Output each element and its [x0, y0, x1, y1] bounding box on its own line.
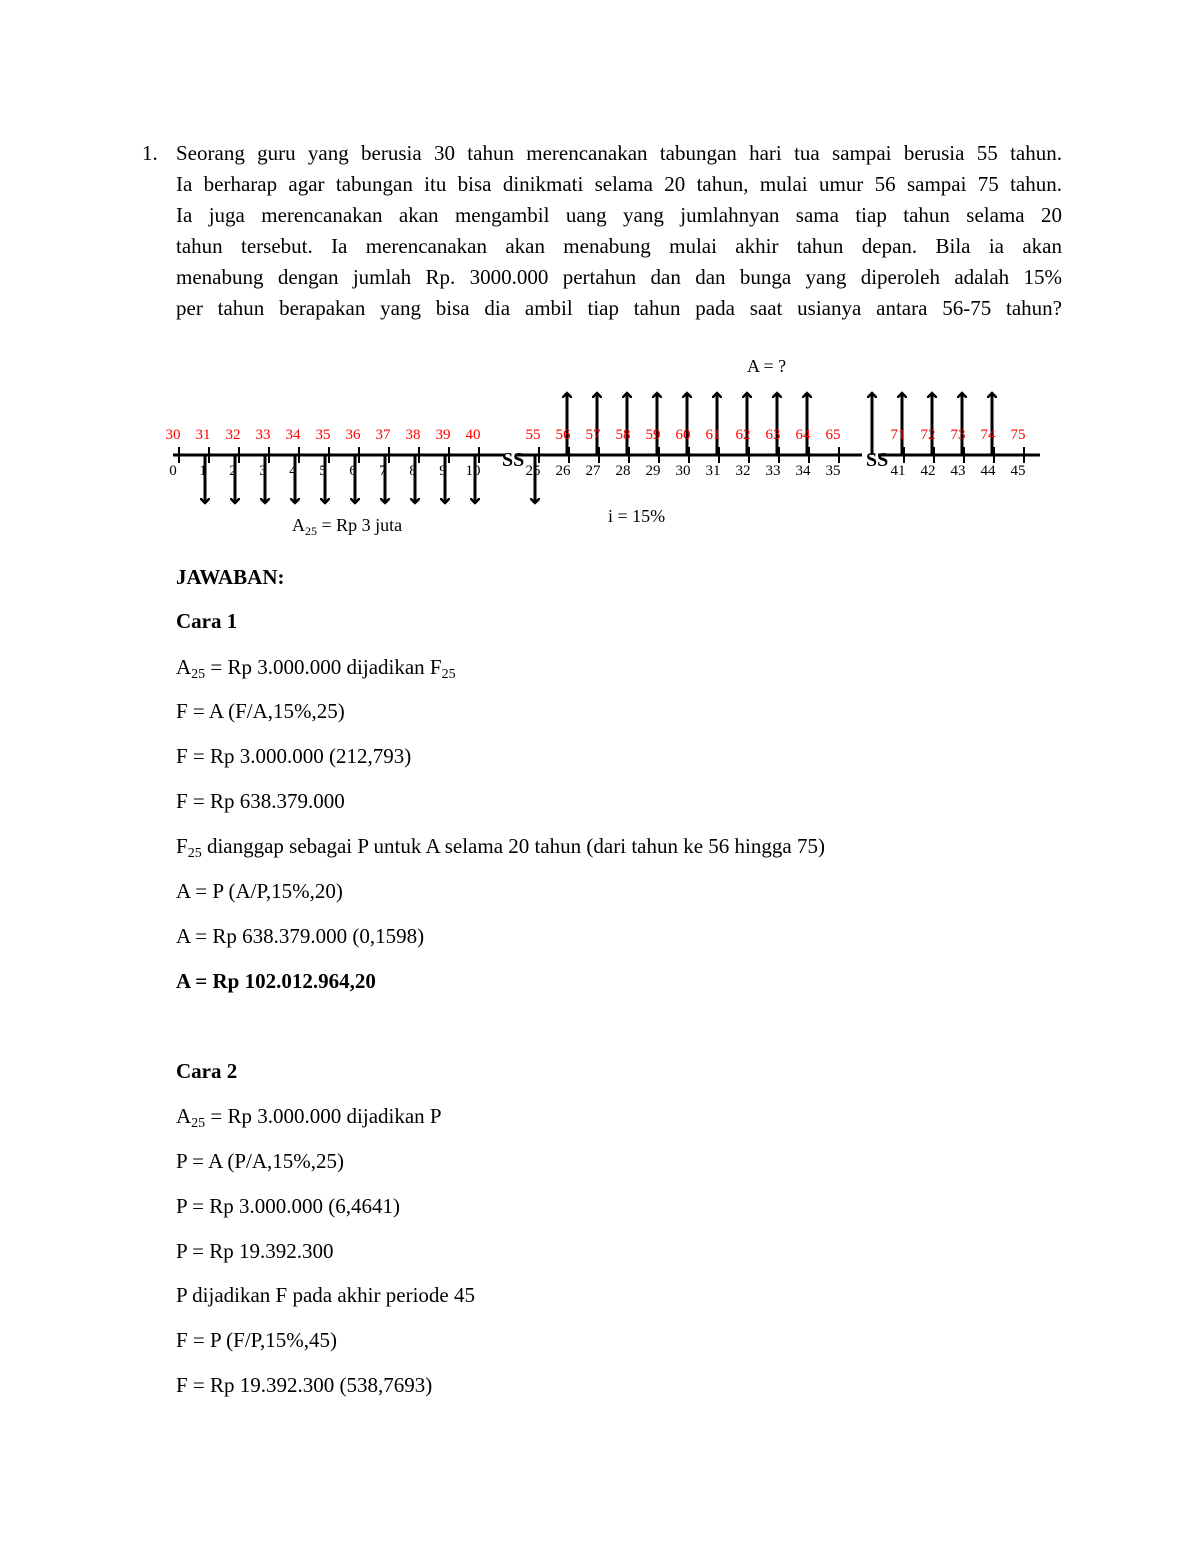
period-label: 5 [319, 463, 327, 479]
method-1-line: F = Rp 3.000.000 (212,793) [176, 744, 412, 768]
period-label: 26 [555, 463, 571, 479]
period-label: 0 [169, 463, 177, 479]
method-2-title: Cara 2 [176, 1059, 238, 1083]
problem-line: per tahun berapakan yang bisa dia ambil tiap tahun pada saat usianya antara 56-75 tahun? [176, 296, 1062, 320]
answer-heading: JAWABAN: [176, 565, 285, 589]
period-label: 2 [229, 463, 237, 479]
age-label: 39 [435, 427, 451, 443]
age-label: 63 [765, 427, 781, 443]
method-1-line: $A_{25} = Rp$ 3.000.000 dijadikan $F_{25}$ [176, 655, 456, 682]
method-1-line: F = A (F/A,15%,25) [176, 699, 345, 723]
axis-break-symbol: SS [866, 449, 889, 471]
age-label: 34 [285, 427, 301, 443]
period-label: 6 [349, 463, 357, 479]
period-label: 1 [199, 463, 207, 479]
age-label: 64 [795, 427, 811, 443]
age-label: 32 [225, 427, 241, 443]
age-label: 36 [345, 427, 361, 443]
period-label: 28 [615, 463, 631, 479]
age-label: 30 [165, 427, 181, 443]
age-label: 33 [255, 427, 271, 443]
age-label: 60 [675, 427, 691, 443]
interest-rate-label: i = 15% [608, 506, 666, 526]
method-2-line: P = Rp 19.392.300 [176, 1239, 334, 1263]
age-label: 65 [825, 427, 841, 443]
period-label: 10 [465, 463, 481, 479]
timeline-axis [173, 447, 1040, 471]
age-label: 40 [465, 427, 481, 443]
period-label: 32 [735, 463, 751, 479]
period-label: 33 [765, 463, 781, 479]
period-label: 4 [289, 463, 297, 479]
problem-line: tahun tersebut. Ia merencanakan akan menabung mulai akhir tahun depan. Bila ia akan [176, 234, 1062, 258]
age-label: 35 [315, 427, 331, 443]
age-label: 74 [980, 427, 996, 443]
age-label: 72 [920, 427, 936, 443]
period-label: 42 [920, 463, 936, 479]
period-label: 31 [705, 463, 721, 479]
problem-line: Ia juga merencanakan akan mengambil uang yang jumlahnyan sama tiap tahun selama 20 [176, 203, 1062, 227]
period-label: 29 [645, 463, 661, 479]
period-label: 3 [259, 463, 267, 479]
period-label: 44 [980, 463, 996, 479]
method-1-title: Cara 1 [176, 609, 238, 633]
age-label: 31 [195, 427, 211, 443]
age-label: 37 [375, 427, 391, 443]
age-label: 62 [735, 427, 751, 443]
method-2-line: P dijadikan F pada akhir periode 45 [176, 1283, 475, 1307]
problem-statement [142, 138, 1062, 324]
method-1-result: A = Rp 102.012.964,20 [176, 969, 376, 993]
method-1-line: F = Rp 638.379.000 [176, 789, 345, 813]
age-label: 59 [645, 427, 661, 443]
method-1-line: A = Rp 638.379.000 (0,1598) [176, 924, 425, 948]
method-2-line: $A_{25} = Rp$ 3.000.000 dijadikan P [176, 1104, 442, 1131]
method-2-line: P = Rp 3.000.000 (6,4641) [176, 1194, 400, 1218]
age-label: 73 [950, 427, 966, 443]
deposit-label: $A_{25} = Rp$ 3 juta [292, 515, 403, 538]
period-label: 30 [675, 463, 691, 479]
age-label: 61 [705, 427, 721, 443]
age-label: 71 [890, 427, 906, 443]
age-label: 38 [405, 427, 421, 443]
age-label: 57 [585, 427, 601, 443]
problem-line: Seorang guru yang berusia 30 tahun merencanakan tabungan hari tua sampai berusia 55 tahun. [176, 141, 1062, 165]
method-2-line: P = A (P/A,15%,25) [176, 1149, 344, 1173]
period-label: 27 [585, 463, 601, 479]
withdrawal-label: A = ? [747, 356, 787, 376]
age-label: 55 [525, 427, 541, 443]
problem-line: menabung dengan jumlah Rp. 3000.000 pertahun dan dan bunga yang diperoleh adalah 15% [176, 265, 1062, 289]
method-2-line: F = Rp 19.392.300 (538,7693) [176, 1373, 433, 1397]
problem-text [176, 138, 1062, 324]
method-1-line: A = P (A/P,15%,20) [176, 879, 343, 903]
problem-line: Ia berharap agar tabungan itu bisa dinikmati selama 20 tahun, mulai umur 56 sampai 75 tahun. [176, 172, 1062, 196]
age-label: 58 [615, 427, 631, 443]
period-label: 45 [1010, 463, 1026, 479]
period-label: 41 [890, 463, 906, 479]
method-2-line: F = P (F/P,15%,45) [176, 1328, 338, 1352]
age-label: 75 [1010, 427, 1026, 443]
cash-flow-arrows [205, 393, 992, 503]
period-label: 8 [409, 463, 417, 479]
period-label: 35 [825, 463, 841, 479]
age-label: 56 [555, 427, 571, 443]
cash-flow-diagram [150, 345, 1050, 545]
period-label: 43 [950, 463, 966, 479]
period-label: 9 [439, 463, 447, 479]
period-label: 7 [379, 463, 387, 479]
problem-number: 1. [142, 141, 158, 165]
axis-break-symbol: SS [502, 449, 525, 471]
method-1-line: $F_{25}$ dianggap sebagai P untuk A selama 20 tahun (dari tahun ke 56 hingga 75) [176, 834, 825, 861]
period-label: 34 [795, 463, 811, 479]
period-label: 25 [525, 463, 541, 479]
